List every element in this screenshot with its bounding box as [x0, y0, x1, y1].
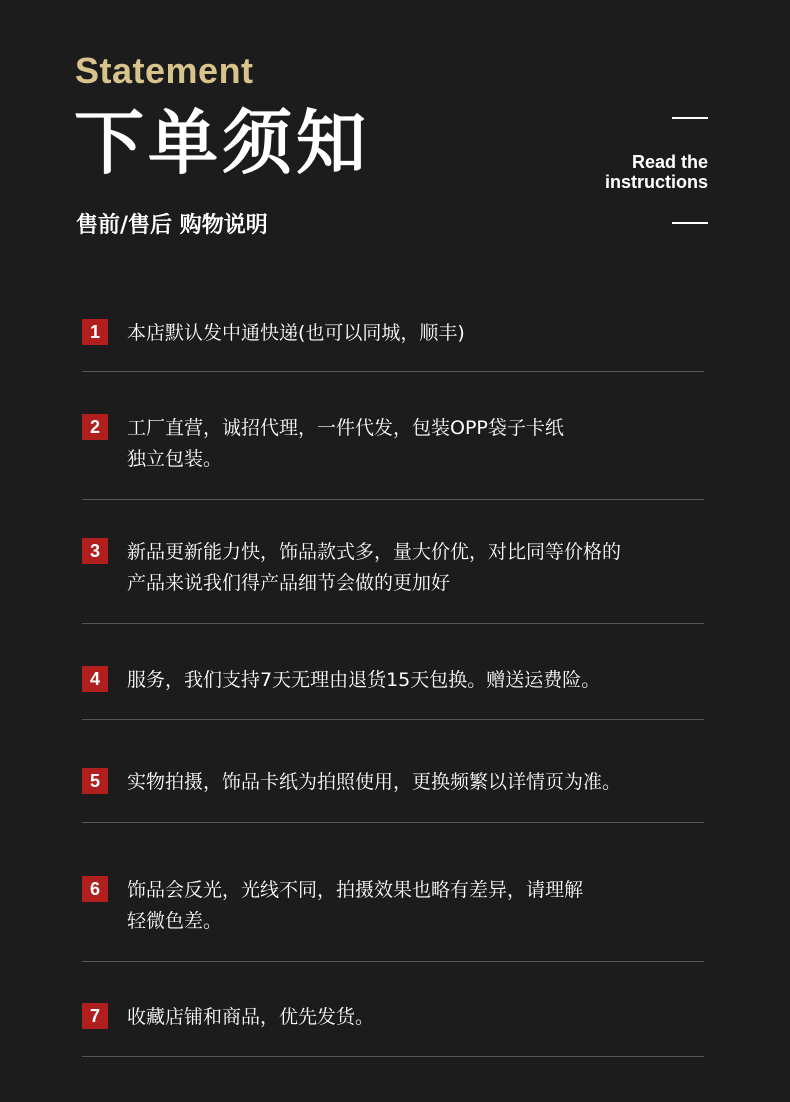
item-text: 饰品会反光，光线不同，拍摄效果也略有差异，请理解 轻微色差。 [127, 879, 584, 932]
page-title: 下单须知 [74, 102, 370, 184]
item-text: 服务，我们支持7天无理由退货15天包换。赠送运费险。 [127, 669, 601, 691]
item-text: 实物拍摄，饰品卡纸为拍照使用，更换频繁以详情页为准。 [127, 771, 622, 793]
item-number-badge: 5 [82, 768, 108, 794]
divider [82, 1056, 704, 1057]
item-text: 新品更新能力快，饰品款式多，量大价优，对比同等价格的 产品来说我们得产品细节会做的更加好 [127, 541, 622, 594]
page-subtitle: 售前/售后 购物说明 [76, 213, 268, 238]
divider [82, 719, 704, 720]
decorative-line-top [672, 117, 708, 119]
item-number-badge: 4 [82, 666, 108, 692]
item-number-badge: 6 [82, 876, 108, 902]
divider [82, 499, 704, 500]
item-text: 本店默认发中通快递(也可以同城，顺丰) [127, 322, 465, 344]
divider [82, 961, 704, 962]
item-number-badge: 3 [82, 538, 108, 564]
item-number-badge: 7 [82, 1003, 108, 1029]
item-number-badge: 1 [82, 319, 108, 345]
item-text: 收藏店铺和商品，优先发货。 [127, 1006, 375, 1028]
read-instructions-label [605, 152, 708, 192]
item-number-badge: 2 [82, 414, 108, 440]
divider [82, 822, 704, 823]
divider [82, 371, 704, 372]
statement-label: Statement [75, 50, 254, 91]
read-instructions-line1: Read the [631, 152, 708, 172]
read-instructions-line2: instructions [604, 172, 708, 192]
decorative-line-bottom [672, 222, 708, 224]
item-text: 工厂直营，诚招代理，一件代发，包装OPP袋子卡纸 独立包装。 [127, 417, 564, 470]
divider [82, 623, 704, 624]
